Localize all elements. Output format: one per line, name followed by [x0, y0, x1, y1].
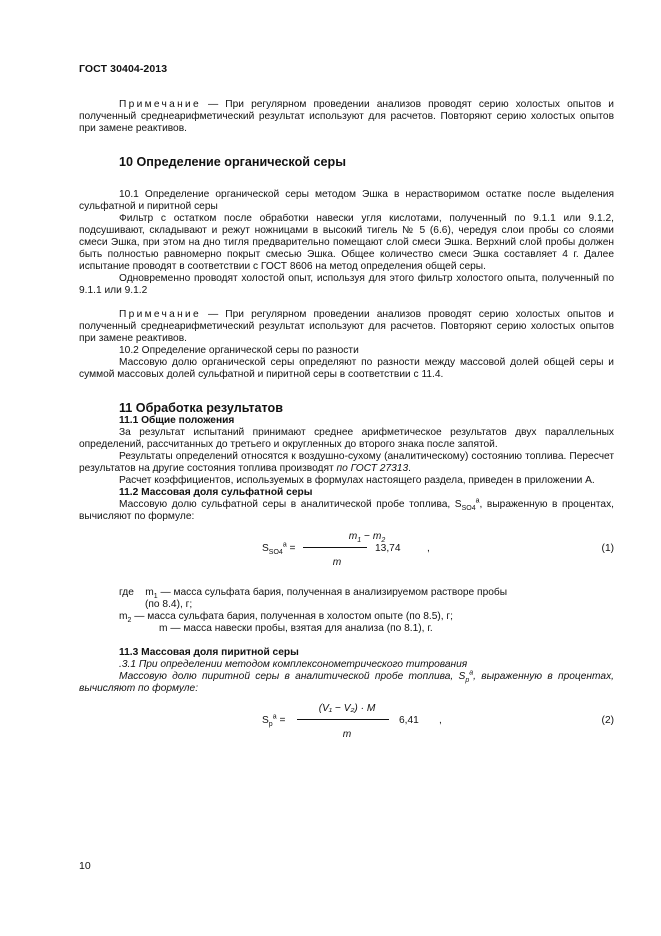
superscript: a — [469, 669, 474, 677]
var: m — [145, 587, 154, 598]
formula-2-denominator: m — [342, 729, 352, 740]
operator: = — [276, 715, 286, 726]
operator: = — [286, 543, 296, 554]
subsection-11-1-heading: 11.1 Общие положения — [119, 415, 235, 426]
legend-line-m2 — [79, 611, 614, 623]
note-paragraph-2 — [79, 309, 614, 345]
subscript: SO4 — [268, 549, 283, 557]
section-10-heading: 10 Определение органической серы — [119, 155, 346, 169]
paragraph-10-2: 10.2 Определение органической серы по разности — [119, 345, 359, 356]
text-run: Результаты определений относятся к воздушно-сухому (аналитическому) состоянию топлива. Пересчет результатов на другие состояния топлива производят — [79, 451, 614, 474]
superscript: a — [475, 497, 480, 505]
formula-2 — [79, 703, 614, 747]
legend-line-m: m — масса навески пробы, взятая для анализа (по 8.1), г. — [159, 623, 433, 634]
section-11-heading: 11 Обработка результатов — [119, 401, 283, 415]
formula-1 — [79, 531, 614, 575]
formula-1-coefficient: 13,74 — [375, 543, 401, 554]
text-run: — масса сульфата бария, полученная в анализируемом растворе пробы — [157, 587, 508, 598]
paragraph-filter: Фильтр с остатком после обработки навески угля кислотами, полученный по 9.1.1 или 9.1.2, подсушивают, складывают и режут ножницами в высокий тигель № 5 (6.6), чередуя слои пробы со слоями смеси Эшка, при этом на дно тигля предварительно помещают слой смеси Эшка. Верхний слой пробы должен быть полностью равномерно покрыт смесью Эшка. Общее количество смеси Эшка составляет 4 г. Далее испытание проводят в соответствии с ГОСТ 8606 на метод определения общей серы. — [79, 213, 614, 272]
formula-2-coefficient: 6,41 — [399, 715, 419, 726]
gost-reference: по ГОСТ 27313 — [336, 463, 409, 474]
formula-1-numerator — [327, 531, 407, 543]
text-run: , выраженную в процентах, вычисляют по формуле: — [79, 499, 614, 522]
formula-2-numerator: (V₁ − V₂) · M — [318, 703, 376, 714]
var: m — [372, 531, 382, 542]
formula-1-lhs — [262, 543, 296, 555]
paragraph-coefficients: Расчет коэффициентов, используемых в формулах настоящего раздела, приведен в приложении А. — [119, 475, 595, 486]
note-label: Примечание — [119, 99, 201, 110]
subscript: 2 — [127, 617, 132, 625]
subscript: 1 — [153, 593, 158, 601]
paragraph-result: За результат испытаний принимают среднее арифметическое результатов двух параллельных определений, рассчитанных до третьего и округленных до второго знака после запятой. — [79, 427, 614, 450]
paragraph-10-1: 10.1 Определение органической серы методом Эшка в нерастворимом остатке после выделения сульфатной и пиритной серы — [79, 189, 614, 212]
note-label: Примечание — [119, 309, 201, 320]
legend-line-m1 — [79, 587, 614, 599]
note-text: — При регулярном проведении анализов проводят серию холостых опытов и полученный среднеарифметический результат используют для расчетов. Повторяют серию холостых опытов при замене реактивов. — [79, 99, 614, 134]
subscript: 2 — [381, 537, 386, 545]
page-number: 10 — [79, 860, 91, 872]
page-content — [79, 99, 614, 747]
paragraph-sulfate — [79, 499, 614, 523]
fraction-bar — [297, 719, 389, 720]
paragraph-results-state — [79, 451, 614, 475]
fraction-bar — [303, 547, 367, 548]
operator: − — [361, 531, 373, 542]
text-run: . — [408, 463, 411, 474]
text-run: Массовую долю сульфатной серы в аналитической пробе топлива, S — [119, 499, 462, 510]
paragraph-pyrite — [79, 671, 614, 695]
paragraph-organic-diff: Массовую долю органической серы определяют по разности между массовой долей общей серы и суммой массовых долей сульфатной и пиритной серы в соответствии с 11.4. — [79, 357, 614, 380]
note-text: — При регулярном проведении анализов проводят серию холостых опытов и полученный среднеарифметический результат используют для расчетов. Повторяют серию холостых опытов при замене реактивов. — [79, 309, 614, 344]
paragraph-11-3-1: .3.1 При определении методом комплексонометрического титрования — [119, 659, 468, 670]
var: m — [119, 611, 128, 622]
text-run: , выраженную в процентах, вычисляют по формуле: — [79, 671, 614, 694]
subscript: p — [465, 677, 470, 685]
formula-2-lhs — [262, 715, 285, 727]
subscript: 1 — [357, 537, 362, 545]
subscript: p — [268, 721, 273, 729]
formula-1-denominator: m — [332, 557, 342, 568]
var: S — [262, 543, 269, 554]
document-header: ГОСТ 30404-2013 — [79, 63, 168, 75]
superscript: a — [282, 541, 287, 549]
subscript: SO4 — [461, 505, 476, 513]
text-run: где — [119, 587, 134, 598]
var: m — [348, 531, 358, 542]
note-paragraph — [79, 99, 614, 135]
paragraph-blank-test: Одновременно проводят холостой опыт, используя для этого фильтр холостого опыта, полученный по 9.1.1 или 9.1.2 — [79, 273, 614, 296]
formula-1-comma: , — [427, 543, 430, 554]
legend-line-m1-cont: (по 8.4), г; — [145, 599, 193, 610]
formula-1-number: (1) — [601, 543, 614, 554]
text-run: Массовую долю пиритной серы в аналитической пробе топлива, S — [119, 671, 466, 682]
var: S — [262, 715, 269, 726]
formula-1-legend — [79, 587, 614, 635]
text-run: — масса сульфата бария, полученная в холостом опыте (по 8.5), г; — [131, 611, 453, 622]
subsection-11-3-heading: 11.3 Массовая доля пиритной серы — [119, 647, 299, 658]
superscript: a — [272, 713, 277, 721]
formula-2-number: (2) — [601, 715, 614, 726]
subsection-11-2-heading: 11.2 Массовая доля сульфатной серы — [119, 487, 313, 498]
formula-2-comma: , — [439, 715, 442, 726]
